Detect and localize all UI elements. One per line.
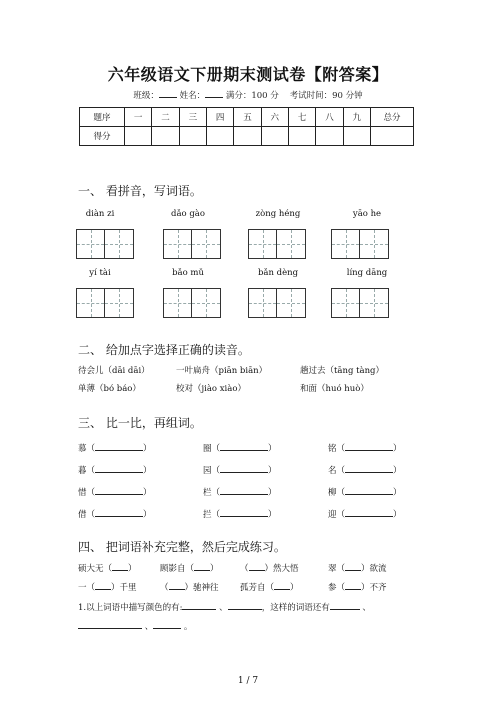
score-cell[interactable]: [206, 127, 233, 146]
answer-blank[interactable]: [220, 463, 268, 473]
answer-blank[interactable]: [95, 485, 143, 495]
answer-blank[interactable]: [112, 561, 128, 571]
score-cell[interactable]: [288, 127, 315, 146]
page-number: 1 / 7: [237, 676, 259, 686]
pinyin-label: diàn zi: [85, 209, 115, 219]
compare-item: 栏（ ）: [203, 485, 277, 498]
class-blank: [159, 89, 177, 98]
writing-grid[interactable]: [248, 288, 306, 318]
score-header-cell: 二: [152, 108, 179, 127]
answer-blank[interactable]: [95, 507, 143, 517]
exam-time: 考试时间：90 分钟: [289, 91, 363, 101]
answer-blank[interactable]: [345, 463, 393, 473]
pinyin-label: bǎo mǔ: [172, 268, 204, 278]
full-score: 满分：100 分: [225, 91, 279, 101]
idiom-item: 顾影自（ ）: [160, 561, 219, 574]
idiom-item: （ ）然大悟: [240, 561, 299, 574]
compare-item: 园（ ）: [203, 463, 277, 476]
compare-item: 借（ ）: [78, 507, 152, 520]
score-header-cell: 四: [206, 108, 233, 127]
answer-blank[interactable]: [95, 463, 143, 473]
idiom-item: 参（ ）不齐: [328, 580, 387, 593]
score-header-cell: 一: [125, 108, 152, 127]
section-4-heading: 四、 把词语补充完整，然后完成练习。: [78, 540, 286, 554]
score-cell[interactable]: [179, 127, 206, 146]
writing-grid[interactable]: [331, 229, 389, 259]
exam-info: [0, 89, 496, 101]
compare-item: 迎（ ）: [328, 507, 402, 520]
score-cell[interactable]: [316, 127, 343, 146]
answer-blank[interactable]: [345, 485, 393, 495]
score-header-cell: 六: [261, 108, 288, 127]
pinyin-label: bǎn dèng: [257, 268, 299, 278]
compare-item: 惜（ ）: [78, 485, 152, 498]
writing-grid[interactable]: [248, 229, 306, 259]
compare-item: 柳（ ）: [328, 485, 402, 498]
compare-item: 慕（ ）: [78, 441, 152, 454]
pinyin-label: yāo he: [352, 209, 382, 219]
answer-blank[interactable]: [95, 441, 143, 451]
writing-grid[interactable]: [76, 288, 134, 318]
answer-blank[interactable]: [182, 600, 216, 610]
score-row-label: 得分: [80, 127, 125, 146]
answer-blank[interactable]: [78, 619, 142, 629]
score-cell[interactable]: [371, 127, 414, 146]
score-header-cell: 三: [179, 108, 206, 127]
score-cell[interactable]: [152, 127, 179, 146]
score-cell[interactable]: [234, 127, 261, 146]
reading-item: 待会儿（dāi dāi）: [78, 366, 150, 376]
page-title: 六年级语文下册期末测试卷【附答案】: [107, 65, 389, 84]
answer-blank[interactable]: [330, 600, 360, 610]
name-label: 姓名：: [179, 91, 206, 101]
reading-item: 一叶扁舟（piān biān）: [176, 366, 268, 376]
pinyin-label: dǎo gào: [171, 209, 205, 219]
answer-blank[interactable]: [95, 580, 111, 590]
score-table: [79, 107, 414, 146]
score-header-cell: 题序: [80, 108, 125, 127]
section-2-heading: 二、 给加点字选择正确的读音。: [78, 343, 250, 357]
answer-blank[interactable]: [345, 561, 361, 571]
score-header-cell: 七: [288, 108, 315, 127]
answer-blank[interactable]: [345, 507, 393, 517]
writing-grid[interactable]: [76, 229, 134, 259]
idiom-item: 硕大无（ ）: [78, 561, 137, 574]
pinyin-label: zòng héng: [255, 209, 301, 219]
score-table-row: [80, 127, 414, 146]
answer-blank[interactable]: [345, 580, 361, 590]
reading-item: 校对（jiào xiào）: [176, 384, 246, 394]
answer-blank[interactable]: [249, 561, 265, 571]
score-cell[interactable]: [343, 127, 370, 146]
writing-grid[interactable]: [163, 229, 221, 259]
score-header-cell: 五: [234, 108, 261, 127]
score-header-cell: 总分: [371, 108, 414, 127]
answer-blank[interactable]: [194, 561, 210, 571]
compare-item: 铭（ ）: [328, 441, 402, 454]
answer-blank[interactable]: [274, 580, 290, 590]
section-1-heading: 一、 看拼音，写词语。: [78, 184, 202, 198]
score-header-cell: 八: [316, 108, 343, 127]
compare-item: 拦（ ）: [203, 507, 277, 520]
compare-item: 名（ ）: [328, 463, 402, 476]
answer-blank[interactable]: [345, 441, 393, 451]
question-1: 1.以上词语中描写颜色的有: 、 ，这样的词语还有 、: [78, 600, 371, 613]
score-cell[interactable]: [261, 127, 288, 146]
compare-item: 圈（ ）: [203, 441, 277, 454]
writing-grid[interactable]: [163, 288, 221, 318]
pinyin-label: líng dāng: [346, 268, 388, 278]
idiom-item: 孤芳自（ ）: [240, 580, 299, 593]
question-1-continued: 、 。: [78, 619, 192, 632]
writing-grid[interactable]: [331, 288, 389, 318]
section-3-heading: 三、 比一比，再组词。: [78, 416, 202, 430]
answer-blank[interactable]: [220, 485, 268, 495]
answer-blank[interactable]: [228, 600, 262, 610]
idiom-item: （ ）驰神往: [160, 580, 219, 593]
score-header-cell: 九: [343, 108, 370, 127]
compare-item: 暮（ ）: [78, 463, 152, 476]
answer-blank[interactable]: [220, 441, 268, 451]
answer-blank[interactable]: [153, 619, 181, 629]
reading-item: 单薄（bó báo）: [78, 384, 141, 394]
idiom-item: 一（ ）千里: [78, 580, 137, 593]
score-cell[interactable]: [125, 127, 152, 146]
idiom-item: 翠（ ）欲流: [328, 561, 387, 574]
answer-blank[interactable]: [169, 580, 185, 590]
score-table-header: [80, 108, 414, 127]
name-blank: [205, 89, 223, 98]
pinyin-label: yí tài: [89, 268, 111, 278]
class-label: 班级：: [133, 91, 159, 101]
reading-item: 和面（huó huò）: [300, 384, 369, 394]
reading-item: 趟过去（tāng tàng）: [300, 366, 385, 376]
answer-blank[interactable]: [220, 507, 268, 517]
